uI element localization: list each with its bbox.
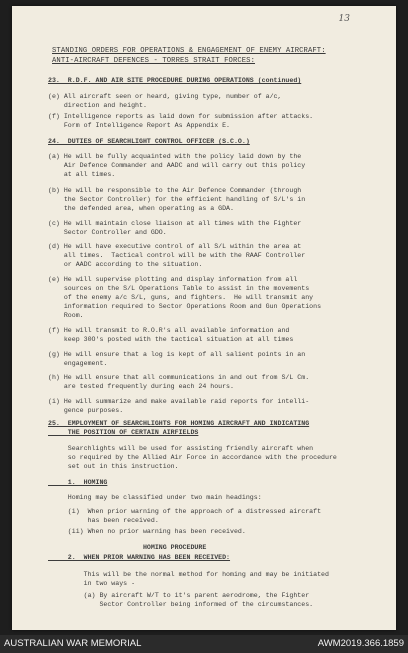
document-line: in two ways - [48, 580, 136, 587]
document-line: Sector Controller being informed of the circumstances. [48, 601, 314, 608]
document-line: Homing may be classified under two main headings: [48, 494, 262, 501]
document-line: Searchlights will be used for assisting friendly aircraft when [48, 445, 314, 452]
document-line: (c) He will maintain close liaison at all times with the Fighter [48, 220, 302, 227]
document-line: (e) He will supervise plotting and display information from all [48, 276, 298, 283]
document-line: gence purposes. [48, 407, 124, 414]
document-line: are tested frequently during each 24 hours. [48, 383, 234, 390]
document-line: all times. Tactical control will be with the RAAF Controller [48, 252, 306, 259]
footer-credit: AUSTRALIAN WAR MEMORIAL [4, 638, 142, 649]
document-line: or AADC according to the situation. [48, 261, 203, 268]
footer-bar [0, 635, 408, 653]
document-page [12, 6, 396, 630]
document-line: (ii) When no prior warning has been received. [48, 528, 246, 535]
document-line: the defended area, when operating as a GDA. [48, 205, 234, 212]
document-line: (d) He will have executive control of all S/L within the area at [48, 243, 302, 250]
title-line-1: STANDING ORDERS FOR OPERATIONS & ENGAGEMENT OF ENEMY AIRCRAFT: [52, 47, 326, 55]
document-line: HOMING PROCEDURE [48, 544, 207, 551]
document-line: of the enemy a/c S/L, guns, and fighters. He will transmit any [48, 294, 314, 301]
document-line: (i) When prior warning of the approach of a distressed aircraft [48, 508, 322, 515]
document-line: keep 30O's posted with the tactical situation at all times [48, 336, 294, 343]
document-line: (f) Intelligence reports as laid down for submission after attacks. [48, 113, 314, 120]
document-line: at all times. [48, 171, 116, 178]
document-line: information required to Sector Operations Room and Gun Operations [48, 303, 322, 310]
document-line: (h) He will ensure that all communications in and out from S/L Cm. [48, 374, 310, 381]
document-line: so required by the Allied Air Force in accordance with the procedure [48, 454, 337, 461]
document-line: Sector Controller and GDO. [48, 229, 167, 236]
document-line: (g) He will ensure that a log is kept of all salient points in an [48, 351, 306, 358]
document-line: has been received. [48, 517, 159, 524]
document-line: direction and height. [48, 102, 147, 109]
document-line: Form of Intelligence Report As Appendix E. [48, 122, 231, 129]
document-line: THE POSITION OF CERTAIN AIRFIELDS [48, 429, 199, 436]
document-line: (a) He will be fully acquainted with the policy laid down by the [48, 153, 302, 160]
document-title [52, 46, 382, 66]
document-line: (i) He will summarize and make available raid reports for intelli- [48, 398, 310, 405]
document-line: set out in this instruction. [48, 463, 179, 470]
title-line-2: ANTI-AIRCRAFT DEFENCES - TORRES STRAIT FORCES: [52, 57, 256, 65]
document-line: Air Defence Commander and AADC and will carry out this policy [48, 162, 306, 169]
document-line: 23. R.D.F. AND AIR SITE PROCEDURE DURING OPERATIONS (continued) [48, 77, 302, 84]
document-line: engagement. [48, 360, 108, 367]
document-line: 2. WHEN PRIOR WARNING HAS BEEN RECEIVED: [48, 554, 231, 561]
document-line: Room. [48, 312, 84, 319]
document-line: sources on the S/L Operations Table to assist in the movements [48, 285, 310, 292]
document-line: This will be the normal method for homing and may be initiated [48, 571, 329, 578]
document-line: (a) By aircraft W/T to it's parent aerodrome, the Fighter [48, 592, 310, 599]
document-line: (f) He will transmit to R.O.R's all available information and [48, 327, 290, 334]
document-line: 1. HOMING [48, 479, 108, 486]
document-line: 24. DUTIES OF SEARCHLIGHT CONTROL OFFICER (S.C.O.) [48, 138, 250, 145]
document-line: 25. EMPLOYMENT OF SEARCHLIGHTS FOR HOMING AIRCRAFT AND INDICATING [48, 420, 310, 427]
document-line: (e) All aircraft seen or heard, giving type, number of a/c, [48, 93, 282, 100]
document-line: (b) He will be responsible to the Air Defence Commander (through [48, 187, 302, 194]
footer-accession-number: AWM2019.366.1859 [317, 638, 404, 649]
document-line: the Sector Controller) for the efficient handling of S/L's in [48, 196, 306, 203]
page-number: 13 [338, 14, 350, 24]
